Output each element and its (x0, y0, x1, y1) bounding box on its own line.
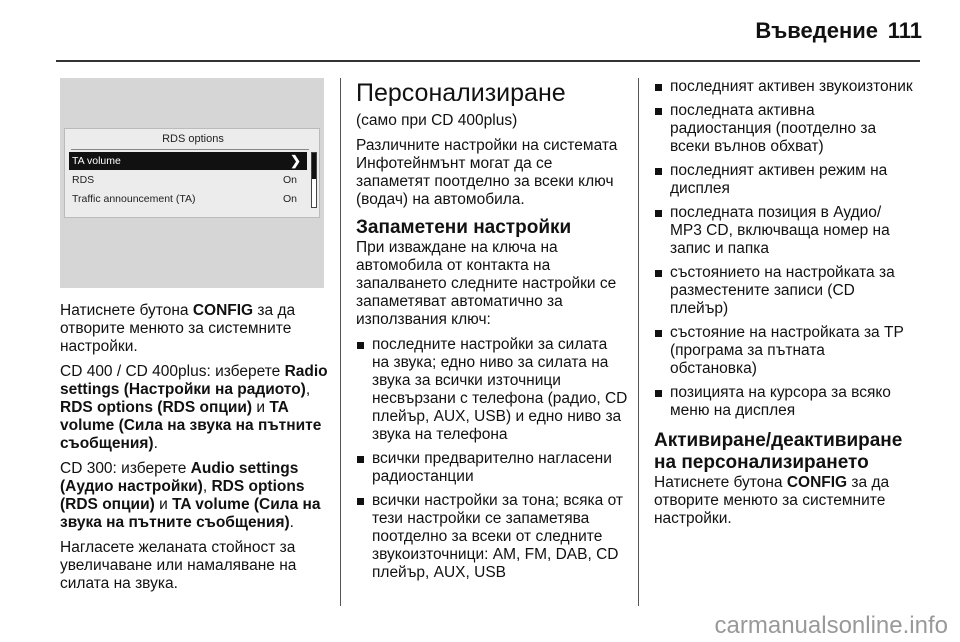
list-item: последният активен режим на дисплея (654, 162, 916, 198)
section-heading: Персонализиране (356, 79, 566, 107)
header-rule (56, 60, 920, 62)
paragraph: CD 300: изберете Audio settings (Аудио настройки), RDS options (RDS опции) и TA volume (Сила на звука на пътните съобщения). (60, 460, 321, 531)
subheading: Запаметени настройки (356, 217, 572, 238)
paragraph: Нагласете желаната стойност за увеличаване или намаляване на силата на звука. (60, 539, 297, 592)
column-1 (60, 302, 328, 600)
list-item: позицията на курсора за всяко меню на дисплея (654, 384, 916, 420)
menu-item-ta-volume (69, 152, 307, 170)
page-header (0, 0, 960, 62)
menu-item-rds (69, 171, 307, 189)
note: (само при CD 400plus) (356, 112, 518, 129)
menu-title: RDS options (162, 133, 224, 145)
paragraph: Натиснете бутона CONFIG за да отворите менюто за системните настройки. (60, 302, 296, 355)
menu-item-label: TA volume (72, 155, 121, 167)
column-2 (356, 78, 628, 588)
list-item: последният активен звукоизтоник (654, 78, 916, 96)
menu-item-label: RDS (72, 174, 95, 186)
column-divider (638, 78, 639, 606)
list-item: състоянието на настройката за разместените записи (CD плейър) (654, 264, 916, 318)
list-item: състояние на настройката за TP (програма за пътната обстановка) (654, 324, 916, 378)
bullet-list (654, 78, 916, 420)
paragraph: Натиснете бутона CONFIG за да отворите менюто за системните настройки. (654, 474, 890, 527)
watermark: carmanualsonline.info (714, 612, 948, 639)
menu-scrollbar (311, 152, 317, 208)
list-item: всички настройки за тона; всяка от тези настройки се запаметява поотделно за всеки от следните звукоизточници: AM, FM, DAB, CD плейър, AUX, USB (356, 492, 628, 582)
menu-item-traffic-announcement (69, 190, 307, 208)
paragraph: Различните настройки на системата Инфотейнмънт могат да се запаметят поотделно за всеки ключ (водач) на автомобила. (356, 137, 618, 208)
scrollbar-thumb (312, 153, 316, 179)
chevron-right-icon: ❯ (290, 153, 301, 168)
rds-options-menu (64, 128, 320, 218)
list-item: всички предварително нагласени радиостанции (356, 450, 628, 486)
bullet-list (356, 336, 628, 582)
paragraph: CD 400 / CD 400plus: изберете Radio settings (Настройки на радиото), RDS options (RDS опции) и TA volume (Сила на звука на пътните съобщения). (60, 363, 328, 452)
menu-divider (71, 149, 309, 150)
menu-item-value: On (282, 174, 297, 186)
list-item: последните настройки за силата на звука; едно ниво за силата на звука за всички източници несвързани с телефона (радио, CD плейър, AUX, USB) и едно ниво за звука на телефона (356, 336, 628, 444)
list-item: последната позиция в Аудио/ MP3 CD, включваща номер на запис и папка (654, 204, 916, 258)
paragraph: При изваждане на ключа на автомобила от контакта на запалването следните настройки се запаметяват автоматично за използвания ключ: (356, 239, 617, 328)
list-item: последната активна радиостанция (поотделно за всеки вълнов обхват) (654, 102, 916, 156)
section-title: Въведение (755, 18, 878, 43)
menu-item-label: Traffic announcement (TA) (72, 193, 196, 205)
column-3 (654, 78, 916, 535)
page-number: 111 (887, 18, 922, 43)
subheading: Активиране/деактивиране на персонализирането (654, 430, 903, 473)
menu-item-value: On (282, 193, 297, 205)
display-screenshot (60, 78, 324, 288)
column-divider (340, 78, 341, 606)
